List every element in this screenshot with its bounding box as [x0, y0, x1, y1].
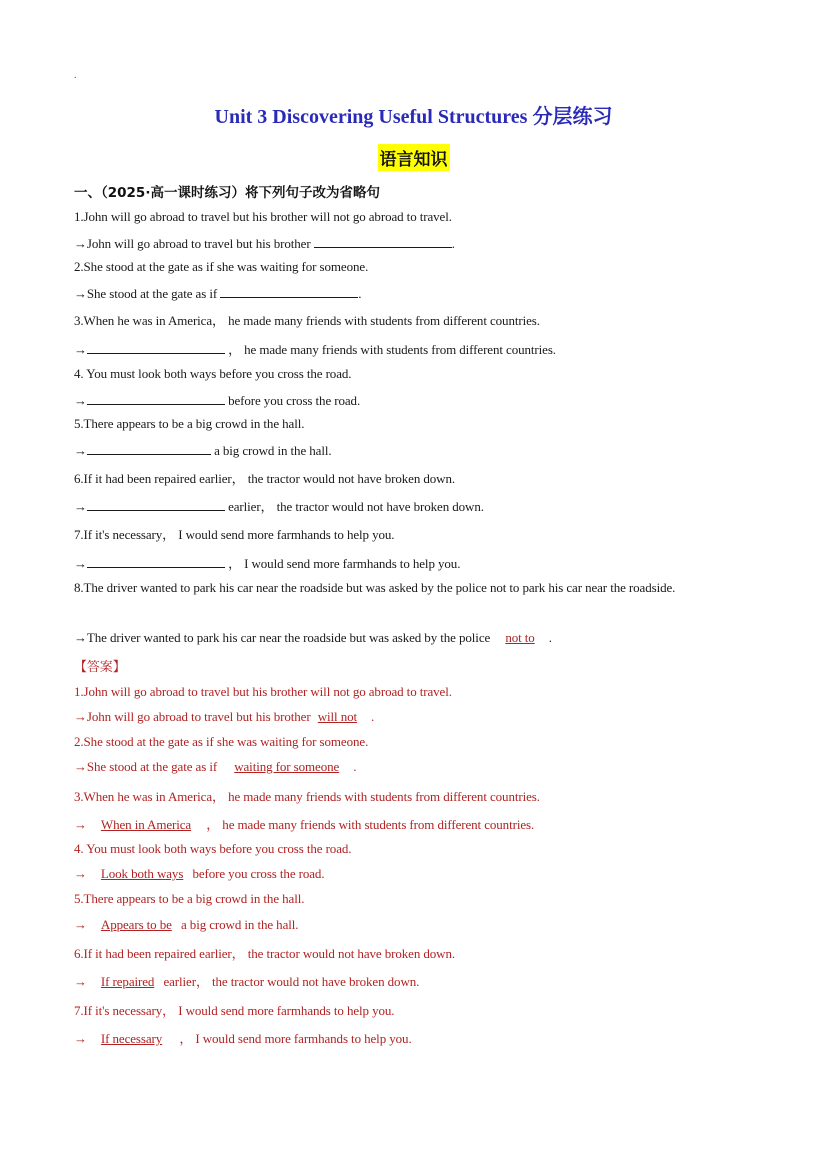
- answer-6-rewrite: [74, 971, 419, 990]
- question-4: 4. You must look both ways before you cross the road.: [74, 366, 352, 381]
- page-title: Unit 3 Discovering Useful Structures 分层练习: [214, 106, 613, 128]
- answer-label: 【答案】: [74, 660, 126, 675]
- section-subtitle: 语言知识: [378, 144, 450, 171]
- answer-fill: waiting for someone: [234, 759, 340, 774]
- question-text: ， he made many friends with students from different countries.: [228, 342, 556, 357]
- question-1: 1.John will go abroad to travel but his brother will not go abroad to travel.: [74, 209, 452, 224]
- answer-blank[interactable]: [87, 340, 225, 354]
- answer-3: 3.When he was in America， he made many friends with students from different countries.: [74, 789, 540, 804]
- answer-fill: If repaired: [100, 974, 155, 989]
- answer-blank[interactable]: [314, 234, 452, 248]
- arrow: →: [74, 499, 87, 514]
- punctuation: .: [548, 630, 552, 645]
- punctuation: .: [358, 286, 362, 301]
- answer-blank[interactable]: [87, 497, 225, 511]
- answer-text: before you cross the road.: [192, 866, 325, 881]
- question-8-rewrite: [74, 630, 552, 646]
- answer-text: ， he made many friends with students from different countries.: [206, 817, 535, 832]
- answer-text: ， I would send more farmhands to help you.: [179, 1031, 412, 1046]
- answer-2: 2.She stood at the gate as if she was waiting for someone.: [74, 734, 369, 749]
- answer-fill: Appears to be: [100, 917, 172, 932]
- question-4-rewrite: [74, 391, 360, 409]
- answer-2-rewrite: [74, 759, 356, 775]
- arrow: →: [74, 393, 87, 408]
- arrow: →: [74, 1031, 87, 1046]
- question-text: before you cross the road.: [228, 393, 361, 408]
- arrow: →: [74, 866, 87, 881]
- answer-6: 6.If it had been repaired earlier， the tractor would not have broken down.: [74, 946, 456, 961]
- question-8: 8.The driver wanted to park his car near the roadside but was asked by the police not to park his car near the roadside.: [74, 580, 676, 595]
- question-7-rewrite: [74, 553, 460, 572]
- answer-4: 4. You must look both ways before you cross the road.: [74, 841, 352, 856]
- answer-text: a big crowd in the hall.: [180, 917, 299, 932]
- arrow: →: [74, 974, 87, 989]
- answer-fill: If necessary: [100, 1031, 163, 1046]
- answer-4-rewrite: [74, 866, 324, 882]
- question-2: 2.She stood at the gate as if she was waiting for someone.: [74, 259, 369, 274]
- answer-fill: When in America: [100, 817, 192, 832]
- question-text: a big crowd in the hall.: [214, 443, 332, 458]
- question-3: 3.When he was in America， he made many friends with students from different countries.: [74, 313, 540, 328]
- question-1-rewrite: [74, 234, 455, 252]
- arrow: →: [74, 817, 87, 832]
- punctuation: .: [451, 236, 455, 251]
- question-6: 6.If it had been repaired earlier， the tractor would not have broken down.: [74, 471, 456, 486]
- arrow: →: [74, 342, 87, 357]
- answer-3-rewrite: [74, 814, 534, 833]
- answer-fill: Look both ways: [100, 866, 184, 881]
- question-text: earlier， the tractor would not have broken down.: [228, 499, 484, 514]
- question-text: →The driver wanted to park his car near the roadside but was asked by the police: [74, 630, 491, 645]
- answer-blank[interactable]: [87, 441, 211, 455]
- answer-5-rewrite: [74, 917, 298, 933]
- answer-5: 5.There appears to be a big crowd in the hall.: [74, 891, 305, 906]
- punctuation: .: [353, 759, 357, 774]
- question-text: →She stood at the gate as if: [74, 286, 218, 301]
- answer-1-rewrite: [74, 709, 374, 725]
- answer-fill: will not: [317, 709, 358, 724]
- page-dot: .: [74, 70, 77, 81]
- question-text: ， I would send more farmhands to help you.: [228, 556, 461, 571]
- question-text: →John will go abroad to travel but his brother: [74, 236, 311, 251]
- answer-blank-filled: not to: [505, 630, 535, 645]
- answer-blank[interactable]: [220, 284, 358, 298]
- punctuation: .: [371, 709, 375, 724]
- question-3-rewrite: [74, 339, 556, 358]
- answer-7-rewrite: [74, 1028, 412, 1047]
- answer-text: →She stood at the gate as if: [74, 759, 218, 774]
- question-2-rewrite: [74, 284, 361, 302]
- arrow: →: [74, 443, 87, 458]
- question-5: 5.There appears to be a big crowd in the hall.: [74, 416, 305, 431]
- answer-text: earlier， the tractor would not have broken down.: [163, 974, 420, 989]
- answer-text: →John will go abroad to travel but his brother: [74, 709, 311, 724]
- question-5-rewrite: [74, 441, 332, 459]
- question-6-rewrite: [74, 496, 484, 515]
- question-7: 7.If it's necessary， I would send more farmhands to help you.: [74, 527, 395, 542]
- answer-blank[interactable]: [87, 554, 225, 568]
- arrow: →: [74, 556, 87, 571]
- section-heading: 一、（2025·高一课时练习）将下列句子改为省略句: [74, 185, 380, 201]
- subtitle-wrap: [0, 144, 827, 171]
- arrow: →: [74, 917, 87, 932]
- answer-7: 7.If it's necessary， I would send more farmhands to help you.: [74, 1003, 395, 1018]
- answer-blank[interactable]: [87, 391, 225, 405]
- answer-1: 1.John will go abroad to travel but his brother will not go abroad to travel.: [74, 684, 452, 699]
